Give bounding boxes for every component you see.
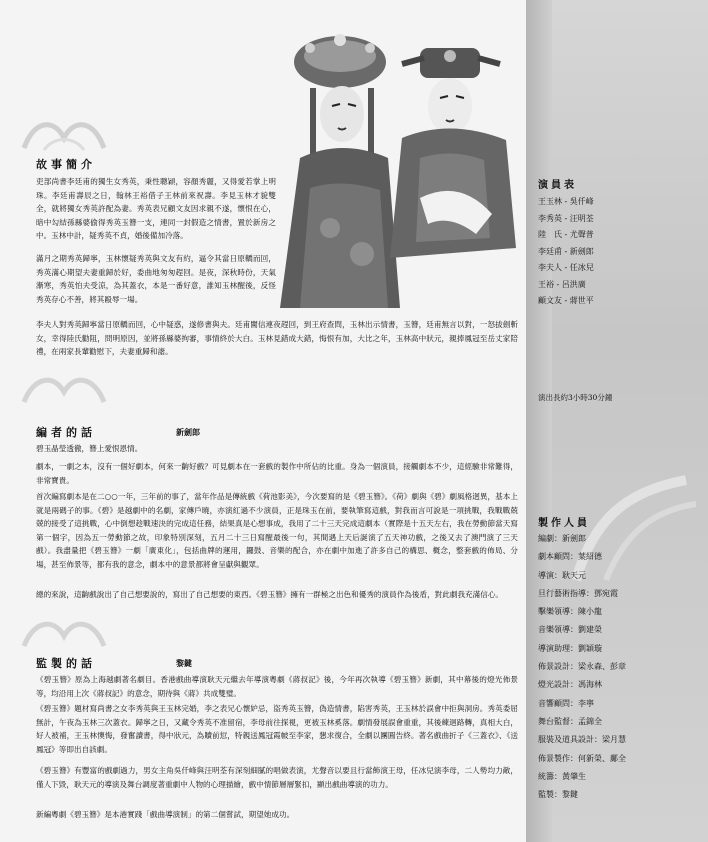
crew-member: 服裝及道具設計：梁月慧 (538, 735, 626, 745)
supervisor-paragraph: 《碧玉簪》原為上海越劇著名劇目。香港戲曲導演耿天元繼去年導演粵劇《蔣叔記》後，今年再次執導《碧玉簪》新劇，其中幕後的燈光佈景等，均沿用上次《蔣叔記》的意念，期待與《蔣》共成雙璧。 (36, 675, 518, 698)
crew-member: 舞台監督：孟錦全 (538, 716, 602, 726)
cast-member: 李夫人 - 任冰兒 (538, 263, 594, 272)
crew-member: 佈景製作：何新榮、鄺全 (538, 753, 626, 763)
editor-title: 編者的話 (36, 426, 96, 439)
editor-paragraph: 碧玉晶瑩透徹，簪上愛恨恩情。 (36, 444, 143, 453)
crew-member: 擊樂領導：陳小龍 (538, 607, 602, 617)
synopsis-paragraph: 李夫人對秀英歸寧當日原轎而回，心中疑惑，遂修書與夫。廷甫闖信連夜趕回，到王府查問，玉林出示情書，玉簪，廷甫無言以對，一怒拔劍斬女，幸得陸氏勸阻，問明原因，並將孫縣婆拘審，事情終於大白。玉林見錯成大錯，悔恨有加，大比之年，玉林高中狀元，親捧鳳冠至岳丈家陪禮，在兩家長輩勸慰下，夫妻重歸和諧。 (36, 320, 518, 357)
crew-member: 統籌：黃肇生 (538, 771, 586, 781)
performers-photo (270, 18, 516, 308)
synopsis-paragraph: 吏部尚書李廷甫的獨生女秀英，秉性聰穎，容顏秀麗，又得愛若掌上明珠。李廷甫壽辰之日，翰林王裕借子王林前來祝壽。李見玉林才貌雙全，就將獨女秀英許配為妻。秀英表兄顧文友因求親不遂，懷恨在心，暗中勾結孫縣婆偷得秀英玉簪一支，連同一封假造之情書，置於新房之中。玉林中計，疑秀英不貞，婚後備加冷落。 (36, 177, 276, 241)
crew-member: 導演助理：劉穎璇 (538, 643, 602, 653)
supervisor-paragraph: 《碧玉簪》有豐富的戲劇過力，男女主角吳仟峰與汪明荃有深刻細膩的唱做表演，尤聲音以要且行當飾演王母，任冰兒演李母，二人勢均力敵，僅人下毀，耿天元的導演及舞台調度著重劇中人物的心理描繪，戲中情節層層緊扣，顯出戲曲導演的功力。 (36, 766, 518, 789)
crew-list (538, 530, 626, 804)
crew-member: 監製：黎鍵 (538, 790, 578, 800)
crew-member: 音樂領導：劉建榮 (538, 625, 602, 635)
crew-member: 旦行藝術指導：鄧宛霞 (538, 588, 618, 598)
supervisor-title: 監製的話 (36, 657, 96, 670)
crew-member: 編劇：新劍郎 (538, 534, 586, 543)
editor-paragraph: 總的來說，這齣戲說出了自己想要說的，寫出了自己想要的東西。《碧玉簪》擁有一群極之出色和優秀的演員作為後盾，對此劇我充滿信心。 (36, 590, 504, 599)
editor-paragraph: 首次編寫劇本是在二○○一年，三年前的事了，當年作品是傳統戲《荷池影美》，今次要寫的是《碧玉簪》。《荷》劇與《碧》劇風格迥異，基本上就是兩碼子的事。《碧》是越劇中的名劇，家傳戶曉，亦演紅過不少演員，正是珠玉在前，要執筆寫這戲，對我而言可說是一項挑戰，我戰戰兢兢的接受了這挑戰，心中倒想趁戰速決的完成這任務，結果真是心想事成，我用了二十三天完成這劇本（實際是十五天左右，我在勞動節當天寫第一個字，因為五一勞動節之故，印象特別深刻，五月二十三日寫醒最後一句，其間遇上天后誕演了五天神功戲，之後又去了澳門演了三天戲）。我盡量把《碧玉簪》一劇「廣東化」，包括曲牌的運用，鑼鼓、音樂的配合，亦在劇中加進了許多自己的構思、概念，整套戲的佈局、分場，甚至佈景等，都有我的意念，劇本中的意景都將會呈獻與觀眾。 (36, 492, 518, 569)
cast-member: 李廷甫 - 新劍郎 (538, 246, 594, 256)
cast-title: 演員表 (538, 180, 577, 191)
ornament-swirl-icon (14, 612, 114, 652)
crew-member: 燈光設計：馮海林 (538, 680, 602, 690)
cast-member: 陸 氏 - 尤聲普 (538, 230, 594, 239)
synopsis-paragraph: 滿月之期秀英歸寧，玉林懷疑秀英與文友有約，逼令其當日原轎而回，秀英滿心期望夫妻重歸於好，委曲地匆匆趕回。是夜，深秋時份，天氣漸寒，秀英怕夫受涼，為其蓋衣，本是一番好意，誰知玉林醒後，反怪秀英存心不善，將其毆辱一場。 (36, 254, 276, 304)
synopsis-title: 故事簡介 (36, 158, 96, 171)
crew-member: 劇本顧問：葉紹德 (538, 552, 602, 562)
cast-member: 顧文友 - 蔣世平 (538, 296, 594, 305)
ornament-swirl-icon (14, 112, 114, 156)
cast-member: 王裕 - 呂洪廣 (538, 279, 586, 289)
supervisor-paragraph: 新編粵劇《碧玉簪》是本港實踐「戲曲導演制」的第二個嘗試，期望她成功。 (36, 810, 295, 819)
crew-member: 導演：耿天元 (538, 570, 586, 580)
cast-member: 王玉林 - 吳仟峰 (538, 197, 594, 206)
crew-member: 音響顧問：李寧 (538, 698, 594, 708)
supervisor-paragraph: 《碧玉簪》題材寫尚書之女李秀英與王玉林完婚，李之表兄心懷妒忌，盜秀英玉簪，偽造情書，陷害秀英，王玉林於誤會中拒與洞房。秀英委屈無計，午夜為玉林三次蓋衣。歸寧之日，又藏令秀英不准留宿，李母前往探視，更被玉林奚落。劇情發展誤會重重，其後練迴路轉，真相大白，好人被補，王玉林懊悔，發奮讀書，得中狀元，為贖前愆，特親送鳳冠霞帔至李家，懇求復合，全劇以團圓告終。著名戲曲折子《三蓋衣》、《送鳳冠》等即出自該劇。 (36, 704, 518, 754)
cast-list (538, 194, 594, 310)
performance-duration: 演出長約3小時30分鐘 (538, 393, 613, 402)
crew-title: 製作人員 (538, 518, 590, 529)
supervisor-author: 黎鍵 (176, 658, 192, 668)
editor-author: 新劍郎 (176, 427, 200, 437)
editor-paragraph: 劇本，一劇之本，沒有一個好劇本，何來一齣好戲？可見劇本在一套戲的製作中所佔的比重。身為一個演員，接觸劇本不少，這經驗非常難得，非常寶貴。 (36, 462, 518, 485)
crew-member: 佈景設計：梁永森、彭章 (538, 662, 626, 672)
cast-member: 李秀英 - 汪明荃 (538, 213, 594, 223)
